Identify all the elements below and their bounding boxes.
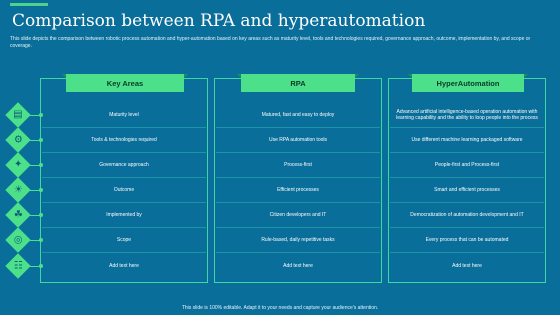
cell-rpa: Process-first bbox=[284, 162, 312, 168]
row-divider bbox=[216, 152, 380, 153]
row-divider bbox=[216, 252, 380, 253]
header-hyperautomation: HyperAutomation bbox=[412, 74, 524, 92]
row-divider bbox=[390, 227, 544, 228]
row-divider bbox=[390, 127, 544, 128]
row-divider bbox=[42, 202, 206, 203]
row-connector-dot bbox=[39, 238, 43, 242]
cell-key-area: Tools & technologies required bbox=[91, 137, 157, 143]
cell-hyperautomation: Use different machine learning packaged software bbox=[411, 137, 523, 143]
row-divider bbox=[42, 152, 206, 153]
cell-key-area: Outcome bbox=[113, 187, 135, 193]
cell-hyperautomation: People-first and Process-first bbox=[434, 162, 500, 168]
row-divider bbox=[216, 202, 380, 203]
slide-subtitle: This slide depicts the comparison between robotic process automation and hyper-automation based on key areas such as maturity level, tools and technologies required, governance approach, outcome, implementation by, and scope or coverage. bbox=[10, 36, 531, 49]
cell-hyperautomation: Advanced artificial intelligence-based operation automation with learning capability and the ability to loop people into the process bbox=[396, 109, 538, 121]
row-icon-badge bbox=[5, 177, 30, 202]
row-divider bbox=[390, 252, 544, 253]
row-divider bbox=[42, 127, 206, 128]
cell-hyperautomation: Add text here bbox=[452, 263, 482, 269]
add-more-icon: ☷ bbox=[13, 260, 23, 271]
cell-hyperautomation: Democratization of automation development and IT bbox=[410, 212, 524, 218]
row-divider bbox=[42, 177, 206, 178]
row-icon-badge bbox=[5, 202, 30, 227]
row-icon-badge bbox=[5, 152, 30, 177]
header-rpa: RPA bbox=[241, 74, 355, 92]
row-connector-dot bbox=[39, 264, 43, 268]
header-key-areas: Key Areas bbox=[66, 74, 184, 92]
governance-icon: ✦ bbox=[13, 158, 23, 170]
cell-hyperautomation: Smart and efficient processes bbox=[434, 187, 500, 193]
tools-gear-icon: ⚙ bbox=[13, 134, 23, 145]
outcome-lightbulb-icon: ☀ bbox=[13, 184, 23, 195]
row-connector-dot bbox=[39, 213, 43, 217]
cell-rpa: Add text here bbox=[283, 263, 313, 269]
row-divider bbox=[390, 177, 544, 178]
row-icon-badge bbox=[5, 127, 30, 152]
cell-rpa: Efficient processes bbox=[277, 187, 319, 193]
row-icon-badge bbox=[5, 102, 30, 127]
row-divider bbox=[390, 202, 544, 203]
cell-key-area: Implemented by bbox=[106, 212, 142, 218]
cell-rpa: Matured, fast and easy to deploy bbox=[261, 112, 335, 118]
row-connector-dot bbox=[39, 188, 43, 192]
row-icon-badge bbox=[5, 227, 30, 252]
cell-key-area: Maturity level bbox=[109, 112, 139, 118]
row-connector-dot bbox=[39, 113, 43, 117]
row-divider bbox=[42, 227, 206, 228]
row-connector-dot bbox=[39, 163, 43, 167]
cell-rpa: Rule-based, daily repetitive tasks bbox=[261, 237, 335, 243]
implementation-network-icon: ☘ bbox=[13, 209, 23, 220]
row-divider bbox=[216, 227, 380, 228]
cell-key-area: Scope bbox=[116, 237, 132, 243]
row-divider bbox=[216, 177, 380, 178]
cell-rpa: Use RPA automation tools bbox=[269, 137, 327, 143]
row-divider bbox=[390, 152, 544, 153]
cell-rpa: Citizen developers and IT bbox=[269, 212, 327, 218]
cell-hyperautomation: Every process that can be automated bbox=[425, 237, 509, 243]
row-icon-badge bbox=[5, 253, 30, 278]
footer-note: This slide is 100% editable. Adapt it to your needs and capture your audience's attention. bbox=[181, 305, 379, 311]
row-divider bbox=[42, 252, 206, 253]
slide-title: Comparison between RPA and hyperautomation bbox=[12, 11, 426, 31]
cell-key-area: Governance approach bbox=[99, 162, 149, 168]
top-accent-bar bbox=[10, 3, 48, 6]
row-connector-dot bbox=[39, 138, 43, 142]
cell-key-area: Add text here bbox=[109, 263, 139, 269]
scope-target-icon: ◎ bbox=[13, 233, 23, 245]
maturity-chart-icon: ▤ bbox=[13, 108, 23, 120]
row-divider bbox=[216, 127, 380, 128]
